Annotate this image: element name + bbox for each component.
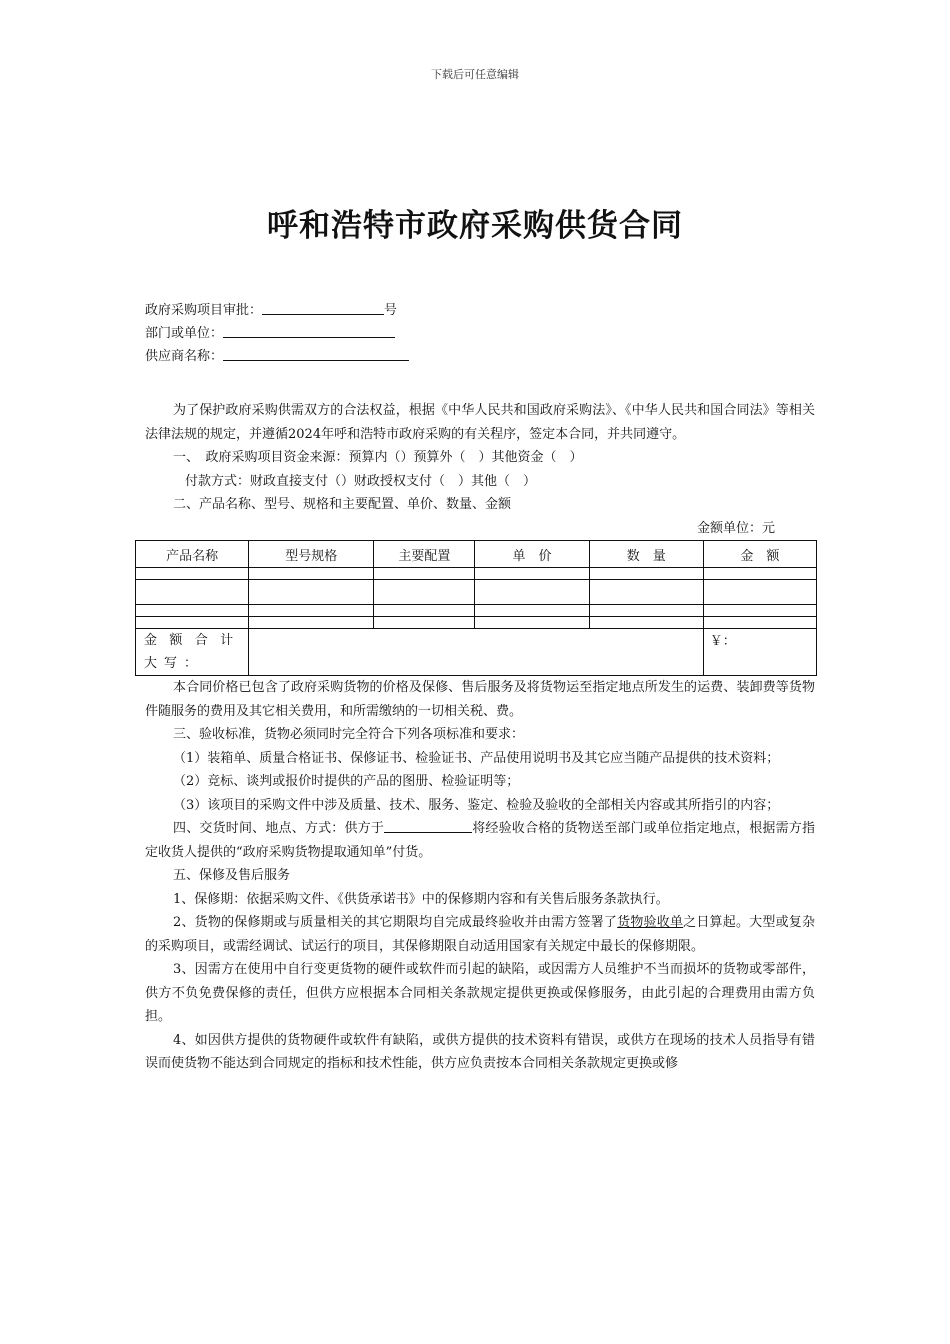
clause-products: 二、产品名称、型号、规格和主要配置、单价、数量、金额 [173, 497, 512, 512]
warranty-item-4: 4、如因供方提供的货物硬件或软件有缺陷，或供方提供的技术资料有错误，或供方在现场的技术人员指导有错误而使货物不能达到合同规定的指标和技术性能，供方应负责按本合同相关条款规定更换或修 [145, 1032, 815, 1071]
col-product-name: 产品名称 [136, 541, 249, 568]
contract-fields [145, 299, 815, 368]
table-row [136, 580, 817, 605]
acceptance-item-2: （2）竞标、谈判或报价时提供的产品的图册、检验证明等； [173, 774, 520, 789]
clause-warranty: 五、保修及售后服务 [173, 868, 291, 883]
delivery-text-b: 将经验收合格的货物送至部门或单位指定地点，根据需方指定收货人提供的“政府采购货物提取通知单”付货。 [145, 821, 815, 860]
approval-label: 政府采购项目审批： [145, 303, 263, 318]
intro-paragraph: 为了保护政府采购供需双方的合法权益，根据《中华人民共和国政府采购法》、《中华人民共和国合同法》等相关法律法规的规定，并遵循2024年呼和浩特市政府采购的有关程序，签定本合同，并共同遵守。 [145, 403, 815, 442]
approval-suffix: 号 [384, 303, 398, 318]
product-table [135, 540, 817, 676]
supplier-field [145, 345, 815, 368]
col-model: 型号规格 [249, 541, 374, 568]
table-total-row [136, 629, 817, 676]
table-row [136, 605, 817, 617]
table-row [136, 568, 817, 580]
acceptance-item-1: （1）装箱单、质量合格证书、保修证书、检验证书、产品使用说明书及其它应当随产品提供的技术资料； [173, 750, 780, 766]
total-symbol[interactable]: ￥： [703, 629, 816, 676]
header-note: 下载后可任意编辑 [431, 68, 519, 81]
warranty-2-text-b: 之日算起。大型或复杂的采购项目，或需经调试、试运行的项目，其保修期限自动适用国家有关规定中最长的保修期限。 [145, 915, 815, 954]
col-config: 主要配置 [374, 541, 475, 568]
department-field [145, 322, 815, 345]
col-quantity: 数 量 [589, 541, 703, 568]
acceptance-form-link: 货物验收单 [617, 915, 684, 930]
delivery-date-blank[interactable] [384, 818, 472, 833]
total-uppercase-cell[interactable] [249, 629, 704, 676]
approval-field [145, 299, 815, 322]
clause-acceptance: 三、验收标准，货物必须同时完全符合下列各项标准和要求： [173, 727, 525, 742]
warranty-item-3: 3、因需方在使用中自行变更货物的硬件或软件而引起的缺陷，或因需方人员维护不当而损坏的货物或零部件，供方不负免费保修的责任，但供方应根据本合同相关条款规定提供更换或保修服务，由此引起的合理费用由需方负担。 [145, 962, 815, 1024]
clause-delivery [145, 817, 815, 864]
supplier-blank[interactable] [223, 346, 409, 361]
price-note: 本合同价格已包含了政府采购货物的价格及保修、售后服务及将货物运至指定地点所发生的运费、装卸费等货物件随服务的费用及其它相关费用，和所需缴纳的一切相关税、费。 [145, 680, 815, 719]
payment-method: 付款方式：财政直接支付（）财政授权支付（ ）其他（ ） [185, 473, 537, 489]
table-header-row [136, 541, 817, 568]
warranty-item-1: 1、保修期：依据采购文件、《供货承诺书》中的保修期内容和有关售后服务条款执行。 [173, 891, 669, 907]
amount-unit: 金额单位：元 [696, 520, 775, 536]
contract-title: 呼和浩特市政府采购供货合同 [267, 208, 683, 244]
approval-blank[interactable] [262, 300, 384, 315]
supplier-label: 供应商名称： [145, 349, 224, 364]
clause-funding: 一、 政府采购项目资金来源：预算内（）预算外（ ）其他资金（ ） [173, 450, 583, 465]
total-label: 金额合计大写： [136, 629, 249, 676]
table-row [136, 617, 817, 629]
warranty-2-text-a: 2、货物的保修期或与质量相关的其它期限均自完成最终验收并由需方签署了 [173, 915, 618, 930]
delivery-text-a: 四、交货时间、地点、方式：供方于 [173, 821, 385, 836]
col-unit-price: 单 价 [475, 541, 589, 568]
col-amount: 金 额 [703, 541, 816, 568]
warranty-item-2 [145, 911, 815, 958]
department-blank[interactable] [223, 323, 395, 338]
acceptance-item-3: （3）该项目的采购文件中涉及质量、技术、服务、鉴定、检验及验收的全部相关内容或其所指引的内容； [173, 797, 780, 813]
department-label: 部门或单位： [145, 326, 224, 341]
contract-body [145, 399, 815, 1076]
